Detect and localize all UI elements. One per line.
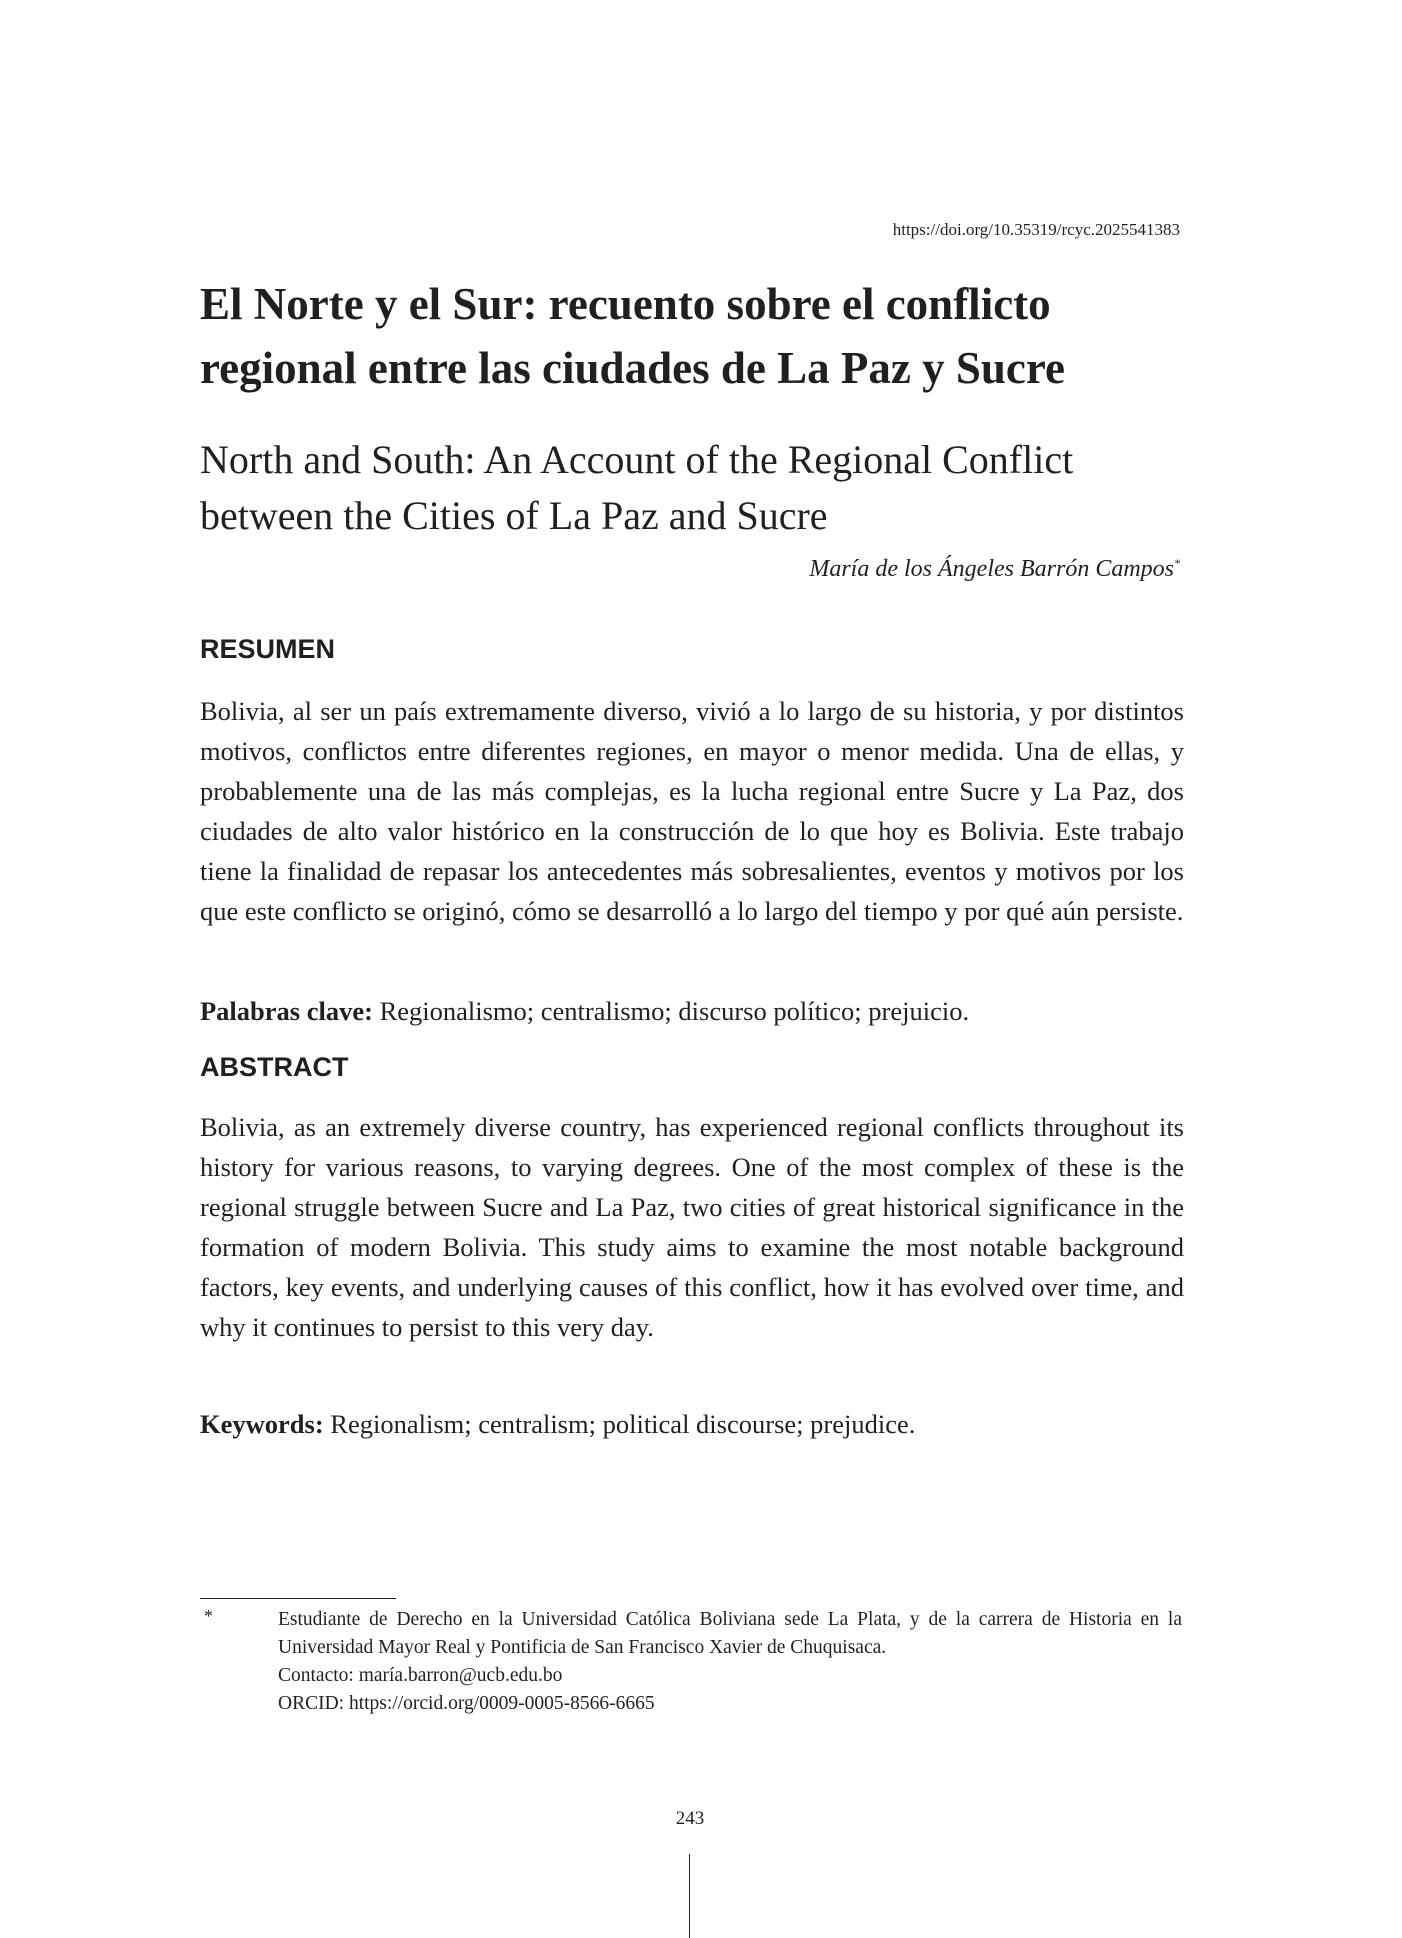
article-title-english: North and South: An Account of the Regional Conflict between the Cities of La Paz and Sucre bbox=[200, 437, 1074, 538]
footnote-mark: * bbox=[204, 1606, 213, 1626]
footnote-text bbox=[278, 1606, 1182, 1718]
palabras-clave bbox=[200, 991, 1184, 1031]
footnote-divider bbox=[200, 1598, 396, 1599]
doi-link[interactable]: https://doi.org/10.35319/rcyc.2025541383 bbox=[892, 220, 1180, 239]
keywords-label: Keywords: bbox=[200, 1409, 324, 1439]
abstract-heading: ABSTRACT bbox=[200, 1052, 349, 1082]
author-footnote-mark: * bbox=[1174, 556, 1180, 570]
author-name: María de los Ángeles Barrón Campos bbox=[809, 556, 1174, 582]
keywords-list: Regionalism; centralism; political discourse; prejudice. bbox=[330, 1409, 916, 1439]
footnote-affiliation: Estudiante de Derecho en la Universidad Católica Boliviana sede La Plata, y de la carrera de Historia en la Universidad Mayor Real y Pontificia de San Francisco Xavier de Chuquisaca. bbox=[278, 1609, 1182, 1658]
keywords bbox=[200, 1404, 1184, 1444]
footnote-contact[interactable]: Contacto: maría.barron@ucb.edu.bo bbox=[278, 1665, 563, 1686]
page-number: 243 bbox=[675, 1808, 705, 1829]
palabras-clave-list: Regionalismo; centralismo; discurso político; prejuicio. bbox=[379, 996, 970, 1026]
page-marker-line bbox=[689, 1854, 690, 1938]
author-byline bbox=[200, 556, 1180, 583]
resumen-body: Bolivia, al ser un país extremamente diverso, vivió a lo largo de su historia, y por distintos motivos, conflictos entre diferentes regiones, en mayor o menor medida. Una de ellas, y probablemente una de las más complejas, es la lucha regional entre Sucre y La Paz, dos ciudades de alto valor histórico en la construcción de lo que hoy es Bolivia. Este trabajo tiene la finalidad de repasar los antecedentes más sobresalientes, eventos y motivos por los que este conflicto se originó, cómo se desarrolló a lo largo del tiempo y por qué aún persiste. bbox=[200, 696, 1184, 926]
resumen-heading: RESUMEN bbox=[200, 634, 336, 664]
article-title-spanish: El Norte y el Sur: recuento sobre el conflicto regional entre las ciudades de La Paz y Sucre bbox=[200, 279, 1065, 393]
palabras-clave-label: Palabras clave: bbox=[200, 996, 373, 1026]
footnote-orcid[interactable]: ORCID: https://orcid.org/0009-0005-8566-6665 bbox=[278, 1693, 655, 1714]
abstract-body: Bolivia, as an extremely diverse country, has experienced regional conflicts throughout its history for various reasons, to varying degrees. One of the most complex of these is the regional struggle between Sucre and La Paz, two cities of great historical significance in the formation of modern Bolivia. This study aims to examine the most notable background factors, key events, and underlying causes of this conflict, how it has evolved over time, and why it continues to persist to this very day. bbox=[200, 1112, 1184, 1342]
